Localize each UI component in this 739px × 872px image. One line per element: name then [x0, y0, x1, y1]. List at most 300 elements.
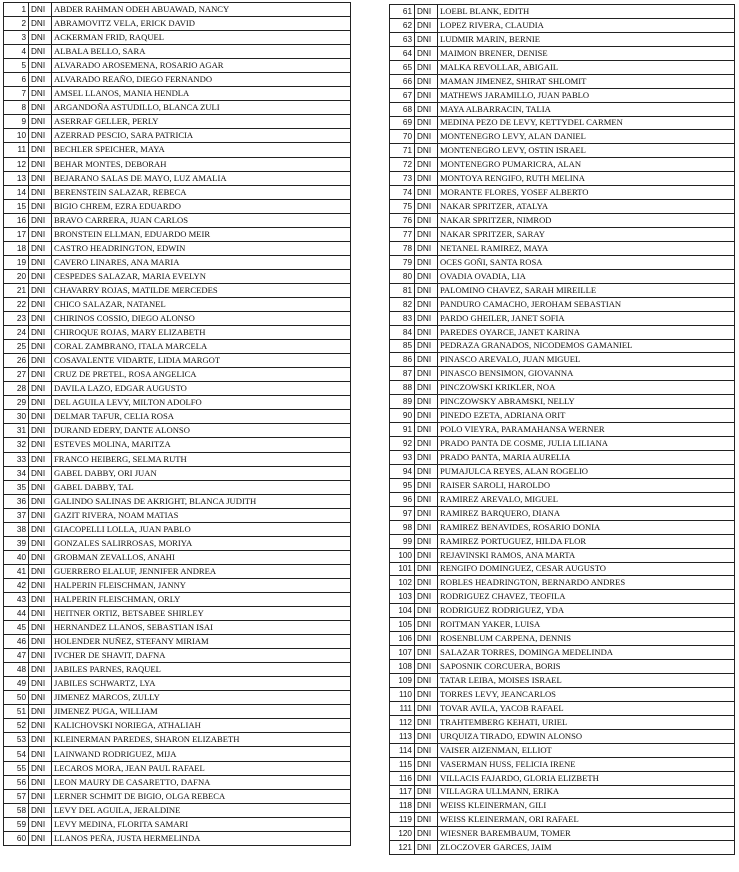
person-name: TATAR LEIBA, MOISES ISRAEL: [438, 674, 735, 688]
table-row: [390, 534, 735, 548]
row-number: 90: [390, 409, 415, 423]
document-type: DNI: [29, 17, 52, 31]
person-name: DURAND EDERY, DANTE ALONSO: [52, 424, 351, 438]
table-row: [4, 649, 351, 663]
person-name: ROBLES HEADRINGTON, BERNARDO ANDRES: [438, 576, 735, 590]
person-name: SALAZAR TORRES, DOMINGA MEDELINDA: [438, 646, 735, 660]
table-row: [390, 325, 735, 339]
document-type: DNI: [415, 827, 438, 841]
row-number: 86: [390, 353, 415, 367]
row-number: 66: [390, 74, 415, 88]
row-number: 51: [4, 705, 29, 719]
table-row: [4, 241, 351, 255]
table-row: [390, 409, 735, 423]
table-row: [390, 18, 735, 32]
row-number: 46: [4, 635, 29, 649]
table-row: [4, 747, 351, 761]
table-row: [390, 228, 735, 242]
person-name: FRANCO HEIBERG, SELMA RUTH: [52, 452, 351, 466]
person-name: MONTOYA RENGIFO, RUTH MELINA: [438, 172, 735, 186]
row-number: 9: [4, 115, 29, 129]
document-type: DNI: [415, 200, 438, 214]
row-number: 21: [4, 283, 29, 297]
document-type: DNI: [415, 701, 438, 715]
person-name: ABRAMOVITZ VELA, ERICK DAVID: [52, 17, 351, 31]
document-type: DNI: [415, 506, 438, 520]
row-number: 24: [4, 326, 29, 340]
table-row: [4, 480, 351, 494]
document-type: DNI: [415, 771, 438, 785]
table-row: [4, 733, 351, 747]
table-row: [4, 255, 351, 269]
row-number: 64: [390, 46, 415, 60]
table-row: [4, 522, 351, 536]
person-name: VILLACIS FAJARDO, GLORIA ELIZBETH: [438, 771, 735, 785]
document-type: DNI: [415, 478, 438, 492]
person-name: JABILES SCHWARTZ, LYA: [52, 677, 351, 691]
row-number: 5: [4, 59, 29, 73]
document-type: DNI: [29, 747, 52, 761]
document-type: DNI: [415, 562, 438, 576]
person-name: RODRIGUEZ RODRIGUEZ, YDA: [438, 604, 735, 618]
document-type: DNI: [415, 214, 438, 228]
row-number: 105: [390, 618, 415, 632]
person-name: NAKAR SPRITZER, SARAY: [438, 228, 735, 242]
table-row: [4, 578, 351, 592]
table-row: [390, 74, 735, 88]
table-row: [390, 520, 735, 534]
row-number: 55: [4, 761, 29, 775]
row-number: 109: [390, 674, 415, 688]
person-name: LECAROS MORA, JEAN PAUL RAFAEL: [52, 761, 351, 775]
row-number: 115: [390, 757, 415, 771]
table-row: [390, 60, 735, 74]
document-type: DNI: [29, 592, 52, 606]
person-name: PRADO PANTA, MARIA AURELIA: [438, 451, 735, 465]
table-row: [4, 677, 351, 691]
person-name: WEISS KLEINERMAN, ORI RAFAEL: [438, 813, 735, 827]
row-number: 82: [390, 297, 415, 311]
person-name: MAIMON BRENER, DENISE: [438, 46, 735, 60]
row-number: 10: [4, 129, 29, 143]
document-type: DNI: [29, 73, 52, 87]
document-type: DNI: [29, 185, 52, 199]
person-name: PALOMINO CHAVEZ, SARAH MIREILLE: [438, 283, 735, 297]
row-number: 38: [4, 522, 29, 536]
person-name: ALVARADO AROSEMENA, ROSARIO AGAR: [52, 59, 351, 73]
document-type: DNI: [415, 576, 438, 590]
document-type: DNI: [29, 649, 52, 663]
table-row: [4, 761, 351, 775]
row-number: 95: [390, 478, 415, 492]
row-number: 40: [4, 550, 29, 564]
person-name: RAISER SAROLI, HAROLDO: [438, 478, 735, 492]
table-row: [4, 129, 351, 143]
document-type: DNI: [29, 705, 52, 719]
row-number: 15: [4, 199, 29, 213]
row-number: 97: [390, 506, 415, 520]
table-row: [390, 701, 735, 715]
document-type: DNI: [29, 87, 52, 101]
table-row: [4, 73, 351, 87]
row-number: 34: [4, 466, 29, 480]
table-row: [4, 424, 351, 438]
person-name: PINASCO AREVALO, JUAN MIGUEL: [438, 353, 735, 367]
row-number: 100: [390, 548, 415, 562]
document-type: DNI: [415, 283, 438, 297]
table-row: [4, 87, 351, 101]
person-name: POLO VIEYRA, PARAMAHANSA WERNER: [438, 423, 735, 437]
person-name: PEDRAZA GRANADOS, NICODEMOS GAMANIEL: [438, 339, 735, 353]
person-name: HERNANDEZ LLANOS, SEBASTIAN ISAI: [52, 621, 351, 635]
document-type: DNI: [415, 46, 438, 60]
person-name: PANDURO CAMACHO, JEROHAM SEBASTIAN: [438, 297, 735, 311]
table-row: [4, 269, 351, 283]
person-name: TORRES LEVY, JEANCARLOS: [438, 687, 735, 701]
table-row: [390, 743, 735, 757]
table-row: [4, 227, 351, 241]
table-row: [390, 172, 735, 186]
document-type: DNI: [415, 339, 438, 353]
table-row: [390, 590, 735, 604]
person-name: PINCZOWSKY ABRAMSKI, NELLY: [438, 395, 735, 409]
row-number: 96: [390, 492, 415, 506]
row-number: 57: [4, 789, 29, 803]
row-number: 68: [390, 102, 415, 116]
table-row: [4, 719, 351, 733]
row-number: 2: [4, 17, 29, 31]
document-type: DNI: [415, 423, 438, 437]
table-row: [390, 241, 735, 255]
table-row: [390, 353, 735, 367]
row-number: 20: [4, 269, 29, 283]
person-name: ABDER RAHMAN ODEH ABUAWAD, NANCY: [52, 3, 351, 17]
table-row: [4, 663, 351, 677]
person-name: VASERMAN HUSS, FELICIA IRENE: [438, 757, 735, 771]
person-name: CRUZ DE PRETEL, ROSA ANGELICA: [52, 368, 351, 382]
table-row: [4, 45, 351, 59]
table-row: [390, 339, 735, 353]
row-number: 36: [4, 494, 29, 508]
row-number: 73: [390, 172, 415, 186]
person-name: HALPERIN FLEISCHMAN, ORLY: [52, 592, 351, 606]
person-name: LEVY DEL AGUILA, JERALDINE: [52, 803, 351, 817]
table-row: [4, 382, 351, 396]
person-name: CAVERO LINARES, ANA MARIA: [52, 255, 351, 269]
row-number: 112: [390, 715, 415, 729]
person-name: LUDMIR MARIN, BERNIE: [438, 32, 735, 46]
person-name: MEDINA PEZO DE LEVY, KETTYDEL CARMEN: [438, 116, 735, 130]
document-type: DNI: [415, 18, 438, 32]
person-name: RAMIREZ BARQUERO, DIANA: [438, 506, 735, 520]
table-row: [4, 564, 351, 578]
table-row: [390, 674, 735, 688]
document-type: DNI: [415, 674, 438, 688]
row-number: 44: [4, 607, 29, 621]
person-name: NAKAR SPRITZER, ATALYA: [438, 200, 735, 214]
row-number: 120: [390, 827, 415, 841]
document-type: DNI: [29, 775, 52, 789]
document-type: DNI: [415, 618, 438, 632]
table-row: [4, 340, 351, 354]
document-type: DNI: [29, 677, 52, 691]
person-name: MATHEWS JARAMILLO, JUAN PABLO: [438, 88, 735, 102]
person-name: ALVARADO REAÑO, DIEGO FERNANDO: [52, 73, 351, 87]
document-type: DNI: [415, 604, 438, 618]
document-type: DNI: [29, 607, 52, 621]
person-name: CASTRO HEADRINGTON, EDWIN: [52, 241, 351, 255]
document-type: DNI: [29, 522, 52, 536]
row-number: 116: [390, 771, 415, 785]
document-type: DNI: [29, 382, 52, 396]
document-type: DNI: [29, 368, 52, 382]
row-number: 53: [4, 733, 29, 747]
document-type: DNI: [415, 590, 438, 604]
table-row: [390, 144, 735, 158]
document-type: DNI: [415, 116, 438, 130]
person-name: OVADIA OVADIA, LIA: [438, 269, 735, 283]
person-name: GROBMAN ZEVALLOS, ANAHI: [52, 550, 351, 564]
document-type: DNI: [415, 464, 438, 478]
person-name: BRONSTEIN ELLMAN, EDUARDO MEIR: [52, 227, 351, 241]
person-name: PAREDES OYARCE, JANET KARINA: [438, 325, 735, 339]
row-number: 61: [390, 5, 415, 19]
document-type: DNI: [29, 621, 52, 635]
row-number: 41: [4, 564, 29, 578]
row-number: 110: [390, 687, 415, 701]
document-type: DNI: [415, 409, 438, 423]
document-type: DNI: [415, 451, 438, 465]
person-name: LERNER SCHMIT DE BIGIO, OLGA REBECA: [52, 789, 351, 803]
document-type: DNI: [415, 492, 438, 506]
document-type: DNI: [415, 381, 438, 395]
table-row: [390, 562, 735, 576]
document-type: DNI: [415, 144, 438, 158]
table-row: [390, 186, 735, 200]
document-type: DNI: [415, 186, 438, 200]
document-type: DNI: [29, 761, 52, 775]
person-name: MONTENEGRO LEVY, ALAN DANIEL: [438, 130, 735, 144]
table-row: [4, 326, 351, 340]
row-number: 111: [390, 701, 415, 715]
row-number: 104: [390, 604, 415, 618]
row-number: 87: [390, 367, 415, 381]
document-type: DNI: [415, 367, 438, 381]
person-name: ROSENBLUM CARPENA, DENNIS: [438, 632, 735, 646]
document-type: DNI: [29, 438, 52, 452]
table-row: [390, 492, 735, 506]
table-row: [4, 17, 351, 31]
table-row: [4, 536, 351, 550]
row-number: 58: [4, 803, 29, 817]
person-name: BEJARANO SALAS DE MAYO, LUZ AMALIA: [52, 171, 351, 185]
table-row: [390, 102, 735, 116]
table-row: [390, 506, 735, 520]
row-number: 107: [390, 646, 415, 660]
table-row: [390, 200, 735, 214]
person-name: GUERRERO ELALUF, JENNIFER ANDREA: [52, 564, 351, 578]
person-name: GABEL DABBY, ORI JUAN: [52, 466, 351, 480]
table-row: [390, 311, 735, 325]
person-name: BIGIO CHREM, EZRA EDUARDO: [52, 199, 351, 213]
document-type: DNI: [29, 283, 52, 297]
person-name: ASERRAF GELLER, PERLY: [52, 115, 351, 129]
row-number: 7: [4, 87, 29, 101]
table-row: [4, 368, 351, 382]
person-name: CORAL ZAMBRANO, ITALA MARCELA: [52, 340, 351, 354]
table-row: [390, 757, 735, 771]
table-row: [390, 88, 735, 102]
person-name: HALPERIN FLEISCHMAN, JANNY: [52, 578, 351, 592]
row-number: 47: [4, 649, 29, 663]
row-number: 54: [4, 747, 29, 761]
document-type: DNI: [415, 60, 438, 74]
table-row: [390, 799, 735, 813]
table-row: [4, 508, 351, 522]
table-row: [4, 494, 351, 508]
table-row: [390, 785, 735, 799]
document-type: DNI: [415, 88, 438, 102]
table-row: [4, 115, 351, 129]
document-type: DNI: [29, 143, 52, 157]
person-name: MALKA REVOLLAR, ABIGAIL: [438, 60, 735, 74]
document-type: DNI: [29, 199, 52, 213]
document-type: DNI: [29, 129, 52, 143]
row-number: 11: [4, 143, 29, 157]
row-number: 103: [390, 590, 415, 604]
row-number: 121: [390, 841, 415, 855]
person-name: LOPEZ RIVERA, CLAUDIA: [438, 18, 735, 32]
document-type: DNI: [415, 5, 438, 19]
document-type: DNI: [29, 719, 52, 733]
document-type: DNI: [29, 789, 52, 803]
person-name: RODRIGUEZ CHAVEZ, TEOFILA: [438, 590, 735, 604]
row-number: 16: [4, 213, 29, 227]
table-row: [390, 46, 735, 60]
row-number: 69: [390, 116, 415, 130]
person-name: GABEL DABBY, TAL: [52, 480, 351, 494]
row-number: 118: [390, 799, 415, 813]
document-type: DNI: [29, 45, 52, 59]
document-type: DNI: [415, 228, 438, 242]
table-row: [390, 841, 735, 855]
row-number: 67: [390, 88, 415, 102]
table-row: [4, 410, 351, 424]
document-type: DNI: [29, 635, 52, 649]
person-name: MAMAN JIMENEZ, SHIRAT SHLOMIT: [438, 74, 735, 88]
document-type: DNI: [29, 536, 52, 550]
row-number: 99: [390, 534, 415, 548]
person-name: RAMIREZ BENAVIDES, ROSARIO DONIA: [438, 520, 735, 534]
row-number: 85: [390, 339, 415, 353]
document-type: DNI: [29, 171, 52, 185]
table-row: [390, 255, 735, 269]
row-number: 13: [4, 171, 29, 185]
person-name: ALBALA BELLO, SARA: [52, 45, 351, 59]
person-name: CESPEDES SALAZAR, MARIA EVELYN: [52, 269, 351, 283]
document-type: DNI: [29, 157, 52, 171]
document-type: DNI: [29, 831, 52, 845]
person-name: CHIROQUE ROJAS, MARY ELIZABETH: [52, 326, 351, 340]
table-row: [390, 283, 735, 297]
table-row: [4, 705, 351, 719]
document-type: DNI: [415, 130, 438, 144]
row-number: 4: [4, 45, 29, 59]
row-number: 92: [390, 437, 415, 451]
document-type: DNI: [415, 102, 438, 116]
row-number: 108: [390, 660, 415, 674]
person-name: PINEDO EZETA, ADRIANA ORIT: [438, 409, 735, 423]
document-type: DNI: [29, 550, 52, 564]
document-type: DNI: [29, 297, 52, 311]
table-row: [4, 831, 351, 845]
table-row: [4, 635, 351, 649]
person-name: HEITNER ORTIZ, BETSABEE SHIRLEY: [52, 607, 351, 621]
table-row: [4, 199, 351, 213]
document-type: DNI: [415, 255, 438, 269]
table-row: [4, 789, 351, 803]
person-name: LAINWAND RODRIGUEZ, MIJA: [52, 747, 351, 761]
row-number: 18: [4, 241, 29, 255]
table-row: [4, 354, 351, 368]
row-number: 117: [390, 785, 415, 799]
document-type: DNI: [415, 297, 438, 311]
row-number: 88: [390, 381, 415, 395]
document-type: DNI: [29, 424, 52, 438]
table-row: [4, 143, 351, 157]
table-row: [4, 607, 351, 621]
table-row: [390, 116, 735, 130]
document-type: DNI: [29, 817, 52, 831]
table-row: [4, 312, 351, 326]
table-row: [4, 592, 351, 606]
row-number: 39: [4, 536, 29, 550]
table-row: [4, 157, 351, 171]
table-row: [390, 771, 735, 785]
row-number: 42: [4, 578, 29, 592]
document-type: DNI: [415, 172, 438, 186]
table-row: [4, 297, 351, 311]
document-type: DNI: [415, 715, 438, 729]
table-row: [390, 381, 735, 395]
document-type: DNI: [29, 227, 52, 241]
row-number: 28: [4, 382, 29, 396]
row-number: 101: [390, 562, 415, 576]
row-number: 74: [390, 186, 415, 200]
row-number: 35: [4, 480, 29, 494]
row-number: 52: [4, 719, 29, 733]
row-number: 23: [4, 312, 29, 326]
person-name: ROITMAN YAKER, LUISA: [438, 618, 735, 632]
row-number: 62: [390, 18, 415, 32]
row-number: 71: [390, 144, 415, 158]
person-name: WIESNER BAREMBAUM, TOMER: [438, 827, 735, 841]
person-name: LLANOS PEÑA, JUSTA HERMELINDA: [52, 831, 351, 845]
document-type: DNI: [29, 663, 52, 677]
document-type: DNI: [29, 691, 52, 705]
row-number: 3: [4, 31, 29, 45]
person-name: RAMIREZ AREVALO, MIGUEL: [438, 492, 735, 506]
table-row: [390, 297, 735, 311]
table-row: [390, 813, 735, 827]
row-number: 93: [390, 451, 415, 465]
person-name: REJAVINSKI RAMOS, ANA MARTA: [438, 548, 735, 562]
person-name: URQUIZA TIRADO, EDWIN ALONSO: [438, 729, 735, 743]
row-number: 63: [390, 32, 415, 46]
person-name: LEON MAURY DE CASARETTO, DAFNA: [52, 775, 351, 789]
person-name: SAPOSNIK CORCUERA, BORIS: [438, 660, 735, 674]
row-number: 45: [4, 621, 29, 635]
